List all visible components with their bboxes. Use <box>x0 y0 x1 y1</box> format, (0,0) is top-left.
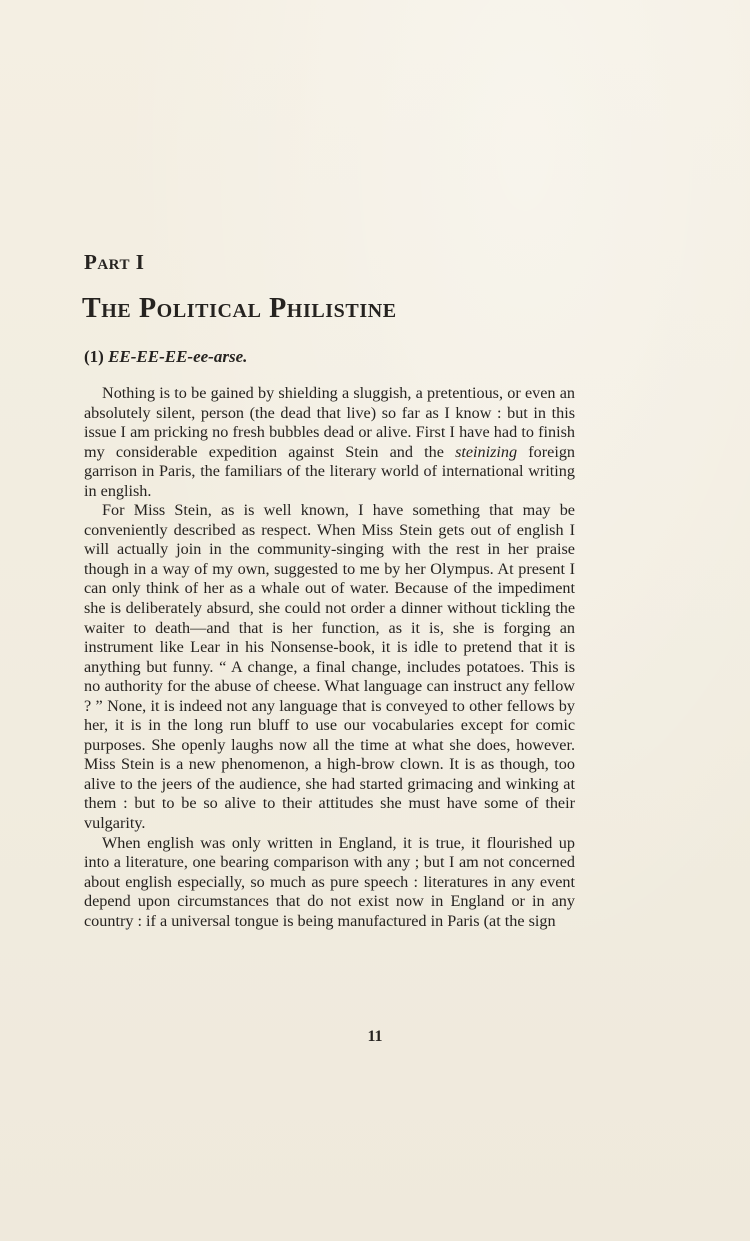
paragraph-1-part-1: Nothing is to be gained by shielding a sluggish, a pretentious, or even an absolutely silent, person (the dead that live) so far as I know : but in this issue I am pricking no fresh bubbles dead or alive. First I have had to finish my considerable expedition against Stein and the <box>84 384 575 461</box>
section-heading <box>84 346 247 368</box>
part-label: Part I <box>84 250 145 274</box>
paragraph-3: When english was only written in England, it is true, it flourished up into a literature, one bearing comparison with any ; but I am not concerned about english especially, so much as pure speech : literatures in any event depend upon circumstances that do not exist now in England or in any country : if a universal tongue is being manufactured in Paris (at the sign <box>84 833 575 930</box>
paragraph-2: For Miss Stein, as is well known, I have something that may be conveniently described as respect. When Miss Stein gets out of english I will actually join in the community-singing with the rest in her praise though in a way of my own, suggested to me by her Olympus. At present I can only think of her as a whale out of water. Because of the impediment she is deliberately absurd, she could not order a dinner without tickling the waiter to death—and that is her function, as it is, she is forging an instrument like Lear in his Nonsense-book, it is idle to pretend that it is anything but funny. “ A change, a final change, includes potatoes. This is no authority for the abuse of cheese. What language can instruct any fellow ? ” None, it is indeed not any language that is conveyed to other fellows by her, it is in the long run bluff to use our vocabularies except for comic purposes. She openly laughs now all the time at what she does, however. Miss Stein is a new phenomenon, a high-brow clown. It is as though, too alive to the jeers of the audience, she had started grimacing and winking at them : but to be so alive to their attitudes she must have some of their vulgarity. <box>84 501 575 833</box>
paragraph-1-emphasis: steinizing <box>455 442 518 461</box>
section-number: (1) <box>84 347 104 366</box>
page-number: 11 <box>367 1028 383 1045</box>
chapter-title: The Political Philistine <box>82 293 397 324</box>
paragraph-1 <box>84 384 575 501</box>
paragraph-1-part-2: foreign garrison in Paris, the familiars of the literary world of international writing in english. <box>84 442 576 500</box>
body-text <box>84 384 575 931</box>
section-title: EE-EE-EE-ee-arse. <box>108 347 248 366</box>
